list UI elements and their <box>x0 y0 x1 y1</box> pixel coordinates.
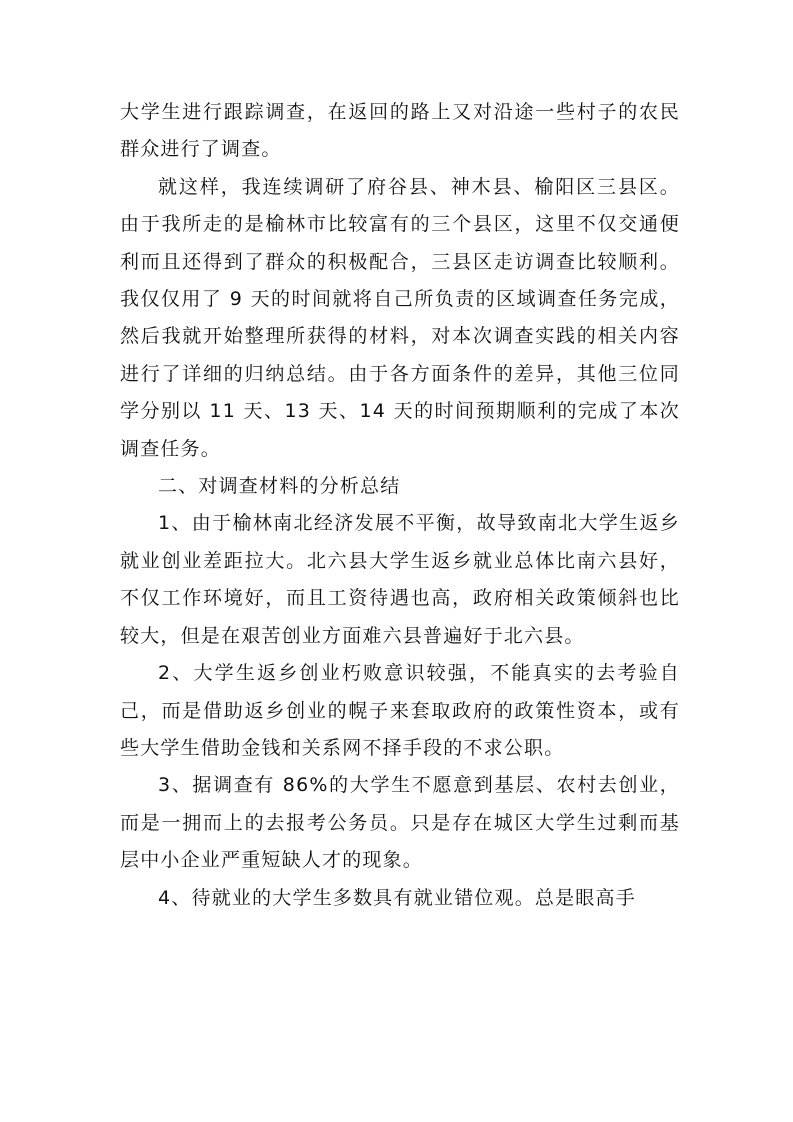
paragraph-point-4: 4、待就业的大学生多数具有就业错位观。总是眼高手 <box>158 886 636 909</box>
paragraph-point-2: 2、大学生返乡创业朽败意识较强，不能真实的去考验自己，而是借助返乡创业的幌子来套取政府的政策性资本，或有些大学生借助金钱和关系网不择手段的不求公职。 <box>120 662 680 759</box>
document-body <box>120 94 680 917</box>
section-heading: 二、对调查材料的分析总结 <box>158 475 401 498</box>
paragraph-1: 大学生进行跟踪调查，在返回的路上又对沿途一些村子的农民群众进行了调查。 <box>120 101 680 161</box>
paragraph-2: 就这样，我连续调研了府谷县、神木县、榆阳区三县区。由于我所走的是榆林市比较富有的三个县区，这里不仅交通便利而且还得到了群众的积极配合，三县区走访调查比较顺利。我仅仅用了 9 天的时间就将自己所负责的区域调查任务完成，然后我就开始整理所获得的材料，对本次调查实践的相关内容进行了详细的归纳总结。由于各方面条件的差异，其他三位同学分别以 11 天、13 天、14 天的时间预期顺利的完成了本次调查任务。 <box>120 175 680 460</box>
paragraph-point-1: 1、由于榆林南北经济发展不平衡，故导致南北大学生返乡就业创业差距拉大。北六县大学生返乡就业总体比南六县好，不仅工作环境好，而且工资待遇也高，政府相关政策倾斜也比较大，但是在艰苦创业方面难六县普遍好于北六县。 <box>120 512 680 647</box>
paragraph-point-3: 3、据调查有 86%的大学生不愿意到基层、农村去创业，而是一拥而上的去报考公务员。只是存在城区大学生过剩而基层中小企业严重短缺人才的现象。 <box>120 774 680 872</box>
